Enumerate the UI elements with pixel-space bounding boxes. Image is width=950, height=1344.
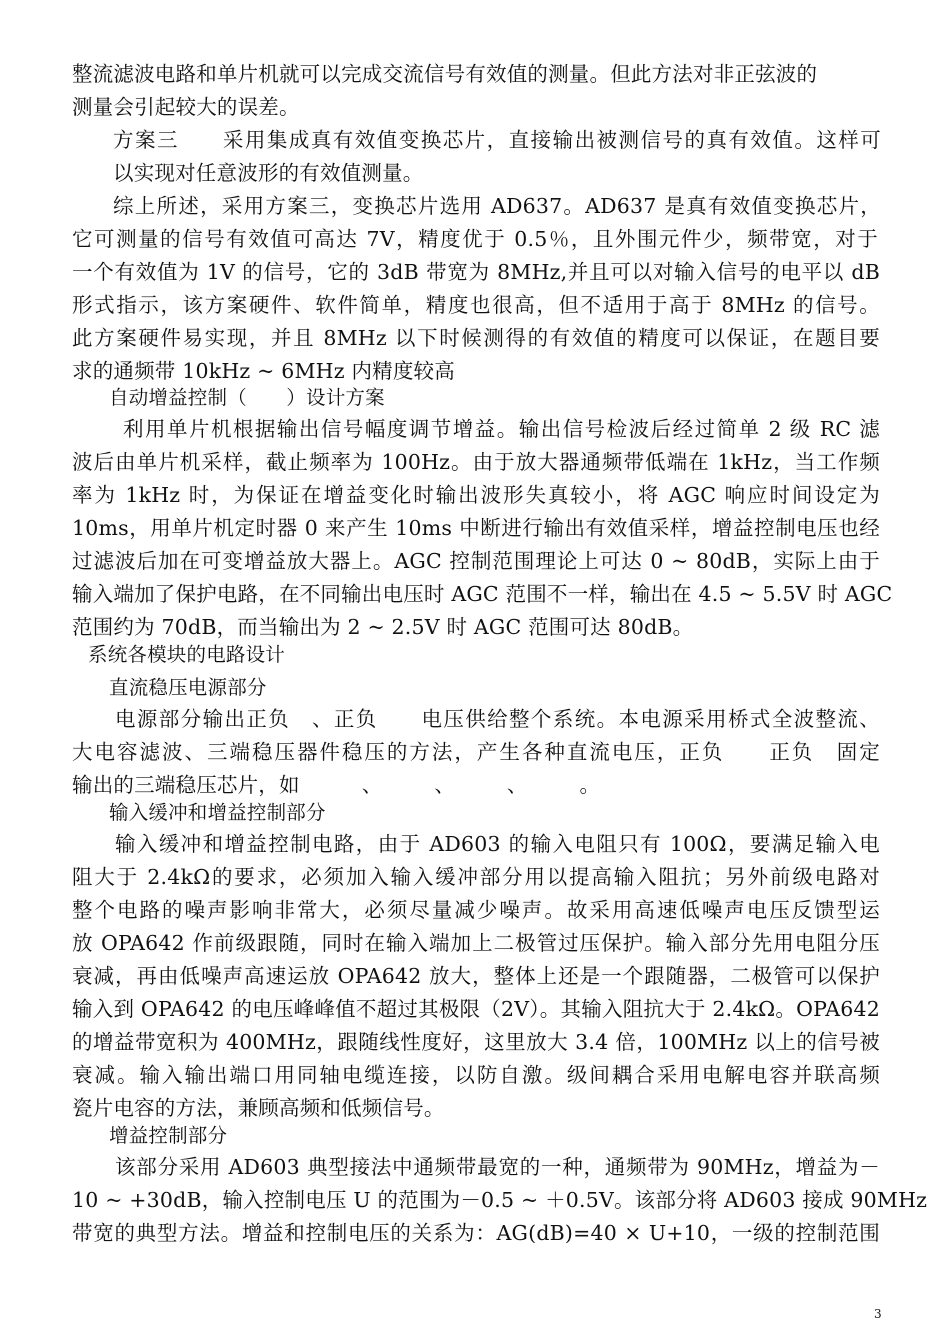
text-line: 该部分采用 AD603 典型接法中通频带最宽的一种，通频带为 90MHz，增益为－	[115, 1155, 880, 1179]
text-line: 衰减。输入输出端口用同轴电缆连接，以防自激。级间耦合采用电解电容并联高频	[72, 1063, 880, 1087]
text-line: 它可测量的信号有效值可高达 7V，精度优于 0.5％，且外围元件少，频带宽，对于	[72, 227, 878, 251]
text-line: 综上所述，采用方案三，变换芯片选用 AD637。AD637 是真有效值变换芯片，	[113, 194, 881, 218]
text-line: 输入缓冲和增益控制电路，由于 AD603 的输入电阻只有 100Ω，要满足输入电	[115, 832, 880, 856]
section-heading: 自动增益控制（ ）设计方案	[109, 386, 385, 409]
text-line: 波后由单片机采样，截止频率为 100Hz。由于放大器通频带低端在 1kHz，当工作频	[72, 450, 880, 474]
text-line: 10ms，用单片机定时器 0 来产生 10ms 中断进行输出有效值采样，增益控制电压也经	[72, 516, 880, 540]
text-line: 阻大于 2.4kΩ的要求，必须加入输入缓冲部分用以提高输入阻抗；另外前级电路对	[72, 865, 880, 889]
text-line: 衰减，再由低噪声高速运放 OPA642 放大，整体上还是一个跟随器，二极管可以保护	[72, 964, 880, 988]
text-line: 利用单片机根据输出信号幅度调节增益。输出信号检波后经过简单 2 级 RC 滤	[123, 417, 880, 441]
text-line: 过滤波后加在可变增益放大器上。AGC 控制范围理论上可达 0 ~ 80dB，实际上由于	[72, 549, 880, 573]
text-line: 大电容滤波、三端稳压器件稳压的方法，产生各种直流电压，正负 正负 固定	[72, 740, 880, 764]
text-line: 以实现对任意波形的有效值测量。	[113, 161, 424, 185]
text-line: 放 OPA642 作前级跟随，同时在输入端加上二极管过压保护。输入部分先用电阻分压	[72, 931, 880, 955]
text-line: 整个电路的噪声影响非常大，必须尽量减少噪声。故采用高速低噪声电压反馈型运	[72, 898, 880, 922]
text-line: 整流滤波电路和单片机就可以完成交流信号有效值的测量。但此方法对非正弦波的	[72, 62, 818, 86]
text-line: 此方案硬件易实现，并且 8MHz 以下时候测得的有效值的精度可以保证，在题目要	[72, 326, 880, 350]
text-line: 输出的三端稳压芯片，如 、 、 、 。	[72, 773, 601, 797]
section-heading: 系统各模块的电路设计	[88, 643, 286, 666]
text-line: 方案三 采用集成真有效值变换芯片，直接输出被测信号的真有效值。这样可	[113, 128, 881, 152]
text-line: 求的通频带 10kHz ~ 6MHz 内精度较高	[72, 359, 455, 383]
section-heading: 直流稳压电源部分	[109, 676, 267, 699]
text-line: 带宽的典型方法。增益和控制电压的关系为：AG(dB)=40 × U+10，一级的控制范围	[72, 1221, 880, 1245]
text-line: 的增益带宽积为 400MHz，跟随线性度好，这里放大 3.4 倍，100MHz 以上的信号被	[72, 1030, 880, 1054]
text-line: 测量会引起较大的误差。	[72, 95, 300, 119]
text-line: 形式指示，该方案硬件、软件简单，精度也很高，但不适用于高于 8MHz 的信号。	[72, 293, 880, 317]
text-line: 电源部分输出正负 、正负 电压供给整个系统。本电源采用桥式全波整流、	[115, 707, 880, 731]
text-line: 范围约为 70dB，而当输出为 2 ~ 2.5V 时 AGC 范围可达 80dB。	[72, 615, 694, 639]
page-number: 3	[874, 1307, 882, 1321]
text-line: 10 ~ +30dB，输入控制电压 U 的范围为－0.5 ~ ＋0.5V。该部分将 AD603 接成 90MHz	[72, 1188, 928, 1212]
text-line: 输入到 OPA642 的电压峰峰值不超过其极限（2V）。其输入阻抗大于 2.4kΩ。OPA642	[72, 997, 880, 1021]
text-line: 瓷片电容的方法，兼顾高频和低频信号。	[72, 1096, 445, 1120]
section-heading: 增益控制部分	[109, 1124, 228, 1147]
text-line: 率为 1kHz 时，为保证在增益变化时输出波形失真较小，将 AGC 响应时间设定为	[72, 483, 880, 507]
section-heading: 输入缓冲和增益控制部分	[109, 801, 326, 824]
text-line: 一个有效值为 1V 的信号，它的 3dB 带宽为 8MHz,并且可以对输入信号的电平以 dB	[72, 260, 880, 284]
text-line: 输入端加了保护电路，在不同输出电压时 AGC 范围不一样，输出在 4.5 ~ 5.5V 时 AGC	[72, 582, 893, 606]
